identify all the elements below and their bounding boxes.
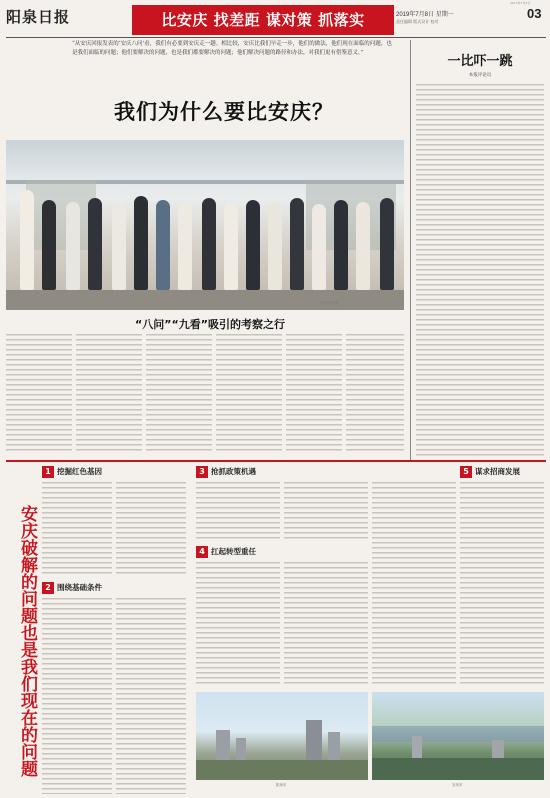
subhead-3: 3 抢抓政策机遇 — [196, 466, 256, 478]
vertical-title: 安庆破解的问题也是我们现在的问题 — [17, 505, 37, 777]
commentary-body — [416, 84, 544, 456]
subhead-4: 4 扛起转型重任 — [196, 546, 256, 558]
article-column — [286, 334, 342, 454]
article-column — [346, 334, 404, 454]
article-column — [6, 334, 72, 454]
commentary-author: 本报评论员 — [468, 73, 492, 78]
header-rule — [6, 37, 546, 38]
section-banner — [132, 5, 394, 35]
article-column — [146, 334, 212, 454]
article-column — [76, 334, 142, 454]
main-headline: 我们为什么要比安庆？ — [114, 100, 334, 124]
section-4-text — [284, 562, 368, 686]
edition-info: 责任编辑 版式设计 校对 — [396, 19, 439, 24]
article-column — [216, 334, 282, 454]
photo-caption: “八问”“九看”吸引的考察之行 — [135, 318, 285, 331]
page-top-note: 2019年7月8日 — [510, 1, 531, 5]
section-2-text — [42, 598, 112, 794]
city-photo-yangquan — [196, 692, 368, 780]
section-2-text — [116, 598, 186, 794]
photo-caption-left: 阳泉市 — [276, 783, 287, 787]
section-4-text — [196, 562, 280, 686]
subhead-2: 2 围绕基础条件 — [42, 582, 102, 594]
section-3-text — [196, 482, 280, 540]
section-1-text — [116, 482, 186, 574]
subhead-1: 1 挖掘红色基因 — [42, 466, 102, 478]
section-3-text — [284, 482, 368, 540]
subhead-5: 5 谋求招商发展 — [460, 466, 520, 478]
delegation-photo — [6, 140, 404, 310]
masthead: 阳泉日报 — [6, 8, 71, 26]
section-1-text — [42, 482, 112, 574]
page-number: 03 — [527, 6, 542, 21]
photo-credit: 本报记者 摄 — [320, 301, 339, 305]
section-divider — [6, 460, 546, 462]
section-5-text — [460, 482, 544, 686]
city-photo-anqing — [372, 692, 544, 780]
banner-text: 比安庆 找差距 谋对策 抓落实 — [161, 11, 365, 29]
section-4-text — [372, 482, 456, 686]
issue-date: 2019年7月8日 星期一 — [396, 12, 454, 18]
commentary-title: 一比吓一跳 — [447, 54, 513, 69]
photo-caption-right: 安庆市 — [452, 783, 463, 787]
intro-quote: “从安庆回报发表的‘安庆八问’看，我们有必要到安庆走一趟。相比较，安庆比我们早走一步，他们的做法，他们现在面临的问题，也是我们面临的问题；他们要解决的问题，也是我们都要解决的问题；他们解决问题的路径和办法，对我们更有借鉴意义。” — [72, 41, 392, 56]
